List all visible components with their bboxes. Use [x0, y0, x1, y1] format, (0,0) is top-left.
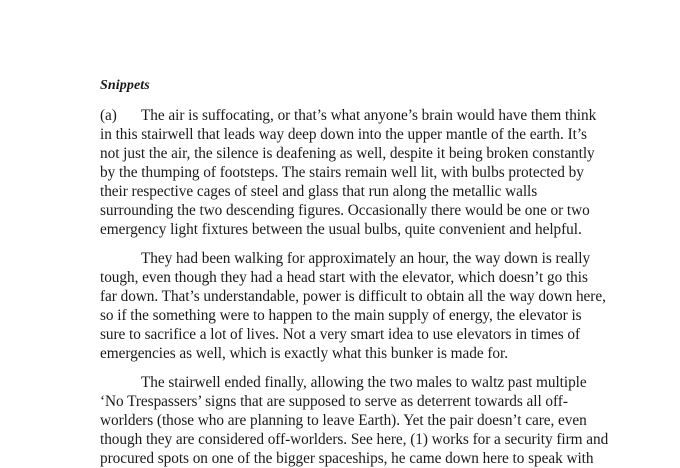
paragraph-line: ‘No Trespassers’ signs that are supposed to serve as deterrent towards all off- — [100, 393, 568, 410]
paragraph-a — [100, 106, 600, 239]
paragraph-line: their respective cages of steel and glass that run along the metallic walls — [100, 183, 538, 200]
document-body — [100, 106, 609, 468]
paragraph-3 — [100, 373, 609, 468]
paragraph-line: tough, even though they had a head start with the elevator, which doesn’t go this — [100, 269, 588, 286]
paragraph-spacing — [100, 363, 600, 373]
paragraph-line: sure to sacrifice a lot of lives. Not a very smart idea to use elevators in times of — [100, 326, 581, 343]
paragraph-line: The stairwell ended finally, allowing the two males to waltz past multiple — [141, 374, 587, 391]
paragraph-line: procured spots on one of the bigger spaceships, he came down here to speak with — [100, 450, 594, 467]
paragraph-line: in this stairwell that leads way deep down into the upper mantle of the earth. It’s — [100, 126, 587, 143]
paragraph-line: They had been walking for approximately an hour, the way down is really — [141, 250, 591, 267]
paragraph-line: surrounding the two descending figures. Occasionally there would be one or two — [100, 202, 590, 219]
paragraph-line: emergency light fixtures between the usual bulbs, quite convenient and helpful. — [100, 221, 582, 238]
paragraph-line: far down. That’s understandable, power is difficult to obtain all the way down here, — [100, 288, 606, 305]
paragraph-spacing — [100, 239, 600, 249]
paragraph-line: emergencies as well, which is exactly what this bunker is made for. — [100, 345, 508, 362]
paragraph-line: worlders (those who are planning to leave Earth). Yet the pair doesn’t care, even — [100, 412, 587, 429]
paragraph-2 — [100, 249, 606, 363]
paragraph-line: not just the air, the silence is deafening as well, despite it being broken constantly — [100, 145, 595, 162]
paragraph-label: (a) — [100, 107, 117, 124]
paragraph-line: so if the something were to happen to the main supply of energy, the elevator is — [100, 307, 582, 324]
paragraph-line: by the thumping of footsteps. The stairs remain well lit, with bulbs protected by — [100, 164, 584, 181]
paragraph-line: (a) The air is suffocating, or that’s what anyone’s brain would have them think — [100, 107, 597, 124]
paragraph-line: though they are considered off-worlders. See here, (1) works for a security firm and — [100, 431, 609, 448]
section-heading: Snippets — [100, 78, 150, 93]
